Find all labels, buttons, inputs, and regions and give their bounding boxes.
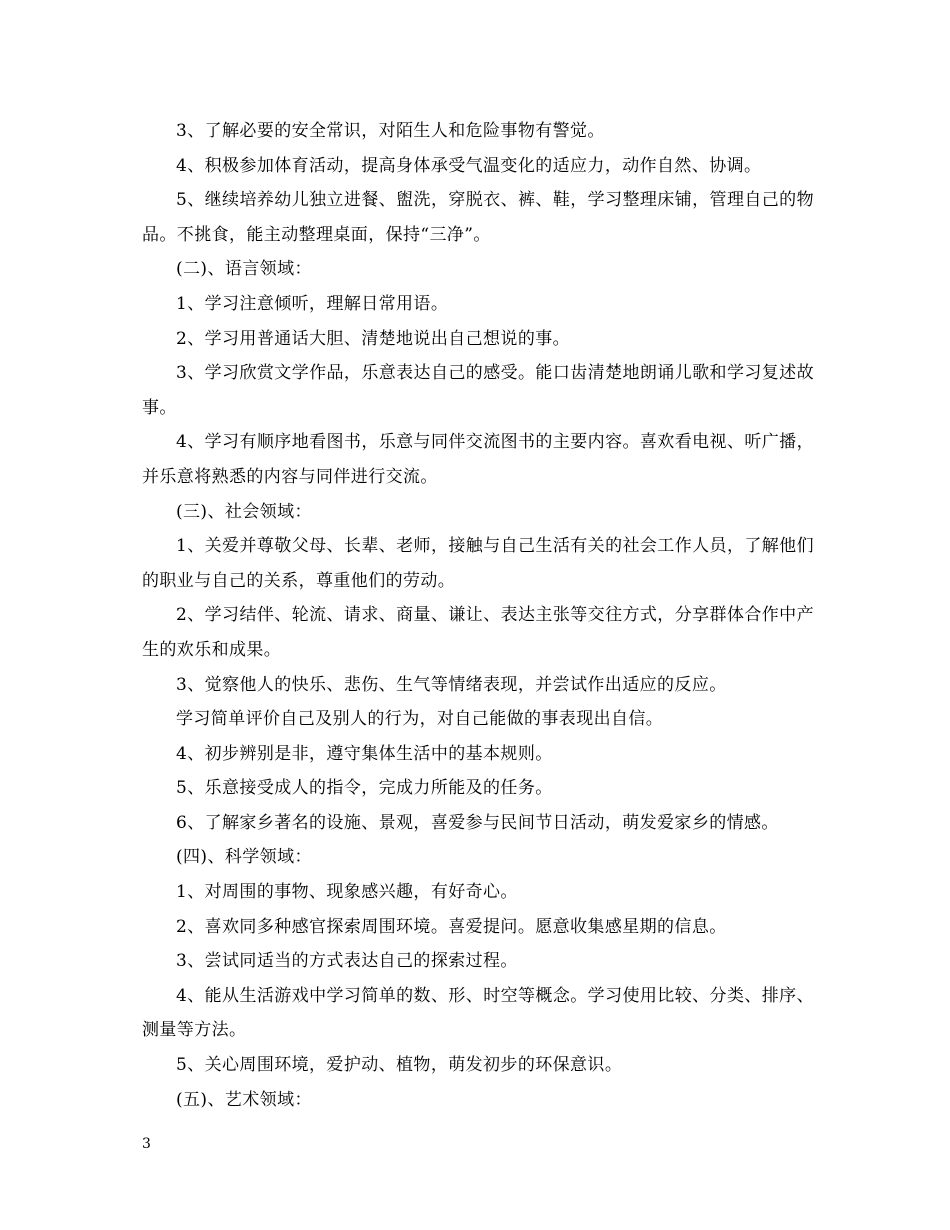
document-body (142, 114, 814, 1117)
paragraph-language-3: 3、学习欣赏文学作品，乐意表达自己的感受。能口齿清楚地朗诵儿歌和学习复述故事。 (142, 363, 814, 418)
paragraph-science-4: 4、能从生活游戏中学习简单的数、形、时空等概念。学习使用比较、分类、排序、测量等方法。 (142, 985, 814, 1041)
paragraph-science-5: 5、关心周围环境，爱护动、植物，萌发初步的环保意识。 (176, 1055, 623, 1076)
paragraph-science-2: 2、喜欢同多种感官探索周围环境。喜爱提问。愿意收集感星期的信息。 (176, 916, 727, 937)
paragraph-social-6: 6、了解家乡著名的设施、景观，喜爱参与民间节日活动，萌发爱家乡的情感。 (176, 812, 779, 833)
paragraph-science-3: 3、尝试同适当的方式表达自己的探索过程。 (176, 951, 518, 972)
paragraph-language-4: 4、学习有顺序地看图书，乐意与同伴交流图书的主要内容。喜欢看电视、听广播，并乐意将熟悉的内容与同伴进行交流。 (142, 432, 814, 487)
paragraph-social-3-continued: 学习简单评价自己及别人的行为，对自己能做的事表现出自信。 (176, 709, 664, 730)
page-number: 3 (142, 1136, 151, 1152)
paragraph-social-5: 5、乐意接受成人的指令，完成力所能及的任务。 (176, 778, 553, 799)
paragraph-social-3: 3、觉察他人的快乐、悲伤、生气等情绪表现，并尝试作出适应的反应。 (176, 674, 727, 695)
paragraph-self-care: 5、继续培养幼儿独立进餐、盥洗，穿脱衣、裤、鞋，学习整理床铺，管理自己的物品。不挑食，能主动整理桌面，保持“三净”。 (142, 190, 814, 245)
paragraph-safety-awareness: 3、了解必要的安全常识，对陌生人和危险事物有警觉。 (176, 121, 605, 141)
section-heading-art: (五)、艺术领域： (176, 1089, 312, 1110)
section-heading-social: (三)、社会领域： (176, 501, 312, 522)
paragraph-social-2: 2、学习结伴、轮流、请求、商量、谦让、表达主张等交往方式，分享群体合作中产生的欢乐和成果。 (142, 605, 814, 660)
paragraph-physical-activity: 4、积极参加体育活动，提高身体承受气温变化的适应力，动作自然、协调。 (176, 155, 762, 176)
section-heading-science: (四)、科学领域： (176, 847, 312, 868)
paragraph-science-1: 1、对周围的事物、现象感兴趣，有好奇心。 (176, 882, 518, 903)
paragraph-language-1: 1、学习注意倾听，理解日常用语。 (176, 293, 449, 314)
paragraph-language-2: 2、学习用普通话大胆、清楚地说出自己想说的事。 (176, 328, 571, 349)
section-heading-language: (二)、语言领域： (176, 259, 312, 280)
paragraph-social-1: 1、关爱并尊敬父母、长辈、老师，接触与自己生活有关的社会工作人员，了解他们的职业与自己的关系，尊重他们的劳动。 (142, 536, 814, 591)
paragraph-social-4: 4、初步辨别是非，遵守集体生活中的基本规则。 (176, 743, 553, 764)
